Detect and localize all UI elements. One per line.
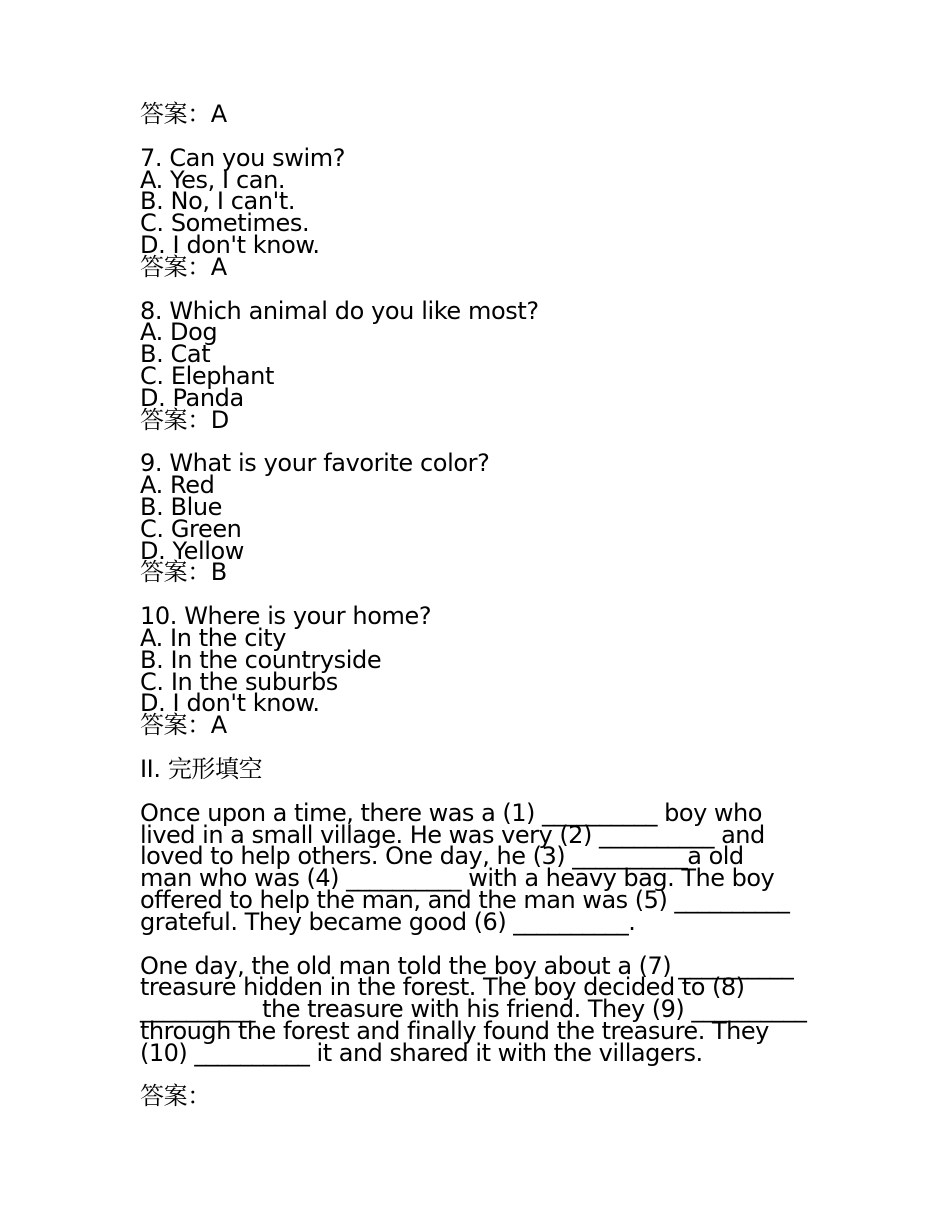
paragraph-line: (10) __________ it and shared it with the villagers. [140, 1038, 703, 1067]
option-d: D. Panda [140, 383, 244, 412]
option-c: C. Green [140, 514, 242, 543]
answer: 答案：D [140, 405, 229, 434]
option-b: B. Blue [140, 492, 223, 521]
option-c: C. Elephant [140, 361, 274, 390]
question-9 [140, 449, 820, 587]
question-7 [140, 143, 820, 281]
paragraph-line: man who was (4) __________ with a heavy bag. The boy [140, 864, 775, 893]
paragraph-line: treasure hidden in the forest. The boy decided to (8) [140, 973, 745, 1002]
cloze-paragraph-2 [140, 951, 820, 1067]
option-b: B. Cat [140, 340, 211, 369]
final-answer: 答案： [140, 1082, 211, 1111]
option-c: C. Sometimes. [140, 209, 310, 238]
option-b: B. In the countryside [140, 645, 382, 674]
option-a: A. Red [140, 471, 215, 500]
answer: 答案：A [140, 252, 227, 281]
option-b: B. No, I can't. [140, 187, 296, 216]
option-c: C. In the suburbs [140, 667, 338, 696]
answer: 答案：B [140, 558, 227, 587]
option-d: D. I don't know. [140, 230, 320, 259]
question-8 [140, 296, 820, 434]
answer-6: 答案：A [140, 100, 227, 128]
paragraph-line: __________ the treasure with his friend. They (9) __________ [140, 995, 807, 1024]
question-text: 9. What is your favorite color? [140, 449, 490, 478]
document-page [140, 100, 820, 1111]
question-10 [140, 602, 820, 740]
question-text: 8. Which animal do you like most? [140, 296, 539, 325]
paragraph-line: lived in a small village. He was very (2) __________ and [140, 820, 765, 849]
option-a: A. In the city [140, 623, 287, 652]
option-d: D. I don't know. [140, 689, 320, 718]
paragraph-line: One day, the old man told the boy about a (7) __________ [140, 951, 794, 980]
cloze-paragraph-1 [140, 798, 820, 936]
paragraph-line: Once upon a time, there was a (1) __________ boy who [140, 798, 762, 827]
answer: 答案：A [140, 711, 227, 740]
section-title: II. 完形填空 [140, 754, 263, 783]
option-d: D. Yellow [140, 536, 245, 565]
question-text: 7. Can you swim? [140, 143, 346, 172]
paragraph-line: grateful. They became good (6) __________. [140, 907, 636, 936]
paragraph-line: through the forest and finally found the treasure. They [140, 1016, 769, 1045]
question-text: 10. Where is your home? [140, 602, 432, 631]
option-a: A. Dog [140, 318, 218, 347]
paragraph-line: loved to help others. One day, he (3) __________a old [140, 842, 744, 871]
paragraph-line: offered to help the man, and the man was (5) __________ [140, 885, 790, 914]
option-a: A. Yes, I can. [140, 165, 286, 194]
